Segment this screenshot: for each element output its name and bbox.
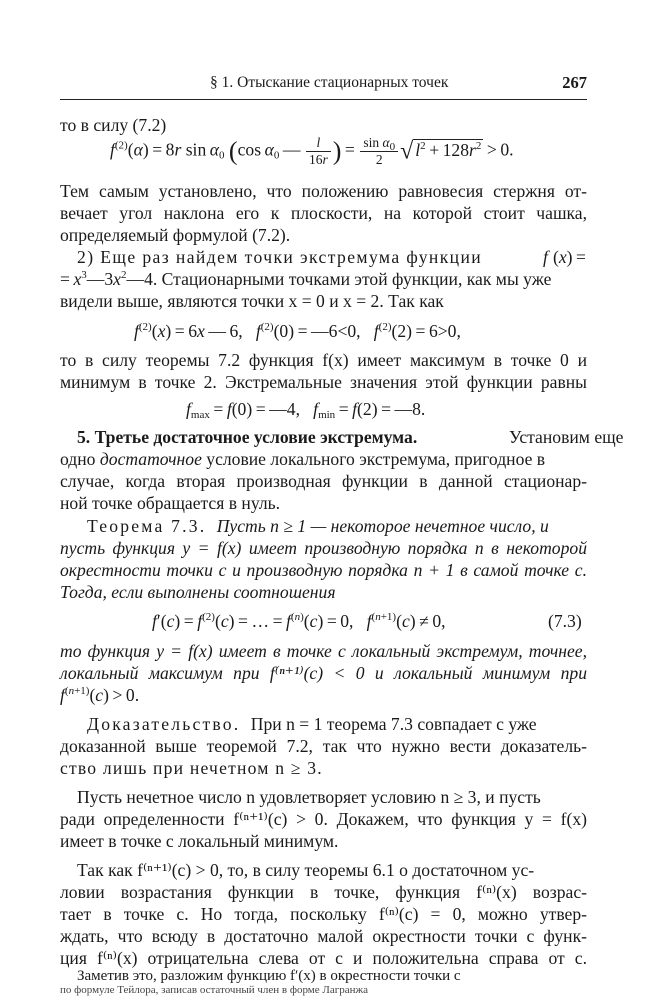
paragraph-line: по формуле Тейлора, записав остаточный член в форме Лагранжа bbox=[60, 984, 368, 996]
paragraph-line: случае, когда вторая производная функции в данной стационар- bbox=[60, 471, 587, 491]
theorem-line: окрестности точки c и производную порядка n + 1 в самой точке c. bbox=[60, 560, 587, 580]
paragraph-line: Тем самым установлено, что положению равновесия стержня от- bbox=[60, 181, 587, 201]
paragraph-line: ция f⁽ⁿ⁾(x) отрицательна слева от c и положительна справа от c. bbox=[60, 948, 587, 968]
theorem-line: Теорема 7.3. Пусть n ≥ 1 — некоторое нечетное число, и bbox=[87, 516, 549, 536]
running-header bbox=[60, 72, 587, 96]
paragraph-line: = $x^3—3x^2—4$. Стационарными точками этой функции, как мы уже bbox=[60, 269, 552, 289]
theorem-line: то функция y = f(x) имеет в точке c локальный экстремум, точнее, bbox=[60, 641, 587, 661]
proof-line: доказанной выше теоремой 7.2, так что нужно вести доказатель- bbox=[60, 736, 587, 756]
formula-f1: $f^{(2)}(\alpha) = 8r$ $\sin \alpha_0$ (cos $\alpha_0$ — $\frac{l}{16r}$ ) = $\frac{\sin \alpha_0}{2}$ √ $l^2 + 128r^2 > 0$. bbox=[110, 135, 514, 167]
formula-f6: $f^{(n+1)}(c) > 0$. bbox=[60, 685, 140, 705]
theorem-line: локальный максимум при f⁽ⁿ⁺¹⁾(c) < 0 и локальный минимум при bbox=[60, 663, 587, 683]
paragraph-line: то в силу теоремы 7.2 функция f(x) имеет максимум в точке 0 и bbox=[60, 350, 587, 370]
book-page: § 1. Отыскание стационарных точек 267 то в силу (7.2) $f^{(2)}(\alpha) = 8r$ $\sin \alpha_0$ (cos $\alpha_0$ — $\frac{l}{16r}$ ) = $\frac{\sin \alpha_0}{2}$ √ $l^2 + 128r^2 > 0$. Тем самым установлено, что положению равновесия стержня от- вечает угол наклона его к плоскости, на которой стоит чашка, определяемый формулой (7.2). 2) Еще раз найдем точки экстремума функции f (x) = = $x^3—3x^2—4$. Стационарными точками этой функции, как мы уже видели выше, являются точки x = 0 и x = 2. Так как $f^{(2)}(x) = 6x$ — 6, $f^{(2)}(0)$ = —6<0, $f^{(2)}(2) = 6>0$, то в силу теоремы 7.2 функция f(x) имеет максимум в точке 0 и минимум в точке 2. Экстремальные значения этой функции равны $f_{max} = f(0)$ = —4, $f_{min} = f(2)$ = —8. 5. Третье достаточное условие экстремума. Установим еще одно достаточное условие локального экстремума, пригодное в случае, когда вторая производная функции в данной стационар- ной точке обращается в нуль. Теорема 7.3. Пусть n ≥ 1 — некоторое нечетное число, и пусть функция y = f(x) имеет производную порядка n в некоторой окрестности точки c и производную порядка n + 1 в самой точке c. Тогда, если выполнены соотношения $f'(c) = f^{(2)}(c)$ = … = $f^{(n)}(c) = 0$, $f^{(n+1)}(c) \ne 0$, (7.3) то функция y = f(x) имеет в точке c локальный экстремум, точнее, локальный максимум при f⁽ⁿ⁺¹⁾(c) < 0 и локальный минимум при $f^{(n+1)}(c) > 0$. Доказательство. При n = 1 теорема 7.3 совпадает с уже доказанной выше теоремой 7.2, так что нужно вести доказатель- ство лишь при нечетном n ≥ 3. Пусть нечетное число n удовлетворяет условию n ≥ 3, и пусть ради определенности f⁽ⁿ⁺¹⁾(c) > 0. Докажем, что функция y = f(x) имеет в точке c локальный минимум. Так как f⁽ⁿ⁺¹⁾(c) > 0, то, в силу теоремы 6.1 о достаточном ус- ловии возрастания функции в точке, функция f⁽ⁿ⁾(x) возрас- тает в точке c. Но тогда, поскольку f⁽ⁿ⁾(c) = 0, можно утвер- ждать, что всюду в достаточно малой окрестности точки c функ- ция f⁽ⁿ⁾(x) отрицательна слева от c и положительна справа от c. Заметив это, разложим функцию f′(x) в окрестности точки c по формуле Тейлора, записав остаточный член в форме Лагранжа bbox=[60, 73, 624, 996]
section-title: § 1. Отыскание стационарных точек bbox=[210, 74, 449, 91]
paragraph-line: минимум в точке 2. Экстремальные значения этой функции равны bbox=[60, 372, 587, 392]
paragraph-line: определяемый формулой (7.2). bbox=[60, 225, 291, 245]
paragraph-line: ради определенности f⁽ⁿ⁺¹⁾(c) > 0. Докажем, что функция y = f(x) bbox=[60, 809, 587, 829]
paragraph-line: имеет в точке c локальный минимум. bbox=[60, 831, 339, 851]
section-heading-line: 5. Третье достаточное условие экстремума. Установим еще bbox=[77, 427, 624, 447]
proof-line: ство лишь при нечетном n ≥ 3. bbox=[60, 758, 323, 778]
section-heading: 5. Третье достаточное условие экстремума. bbox=[77, 427, 418, 447]
page-number: 267 bbox=[562, 73, 587, 92]
inline-formula: f bbox=[543, 247, 548, 267]
formula-f3: $f^{(2)}(x) = 6x$ — 6, $f^{(2)}(0)$ = —6<0, $f^{(2)}(2) = 6>0$, bbox=[134, 321, 461, 341]
equation-number: (7.3) bbox=[548, 611, 582, 631]
theorem-line: Тогда, если выполнены соотношения bbox=[60, 582, 336, 602]
header-rule bbox=[60, 99, 587, 100]
proof-line: Доказательство. При n = 1 теорема 7.3 совпадает с уже bbox=[87, 714, 537, 734]
paragraph-line: ждать, что всюду в достаточно малой окрестности точки c функ- bbox=[60, 926, 587, 946]
paragraph-line: одно достаточное условие локального экстремума, пригодное в bbox=[60, 449, 546, 469]
paragraph-line: тает в точке c. Но тогда, поскольку f⁽ⁿ⁾(c) = 0, можно утвер- bbox=[60, 904, 587, 924]
formula-7-3: $f'(c) = f^{(2)}(c)$ = … = $f^{(n)}(c) = 0$, $f^{(n+1)}(c) \ne 0$, bbox=[152, 611, 446, 631]
theorem-line: пусть функция y = f(x) имеет производную порядка n в некоторой bbox=[60, 538, 587, 558]
paragraph-line: ловии возрастания функции в точке, функция f⁽ⁿ⁾(x) возрас- bbox=[60, 882, 587, 902]
paragraph-line: Заметив это, разложим функцию f′(x) в окрестности точки c bbox=[77, 968, 461, 984]
paragraph-line: Пусть нечетное число n удовлетворяет условию n ≥ 3, и пусть bbox=[77, 787, 541, 807]
proof-label: Доказательство. bbox=[87, 714, 241, 734]
paragraph-line: ной точке обращается в нуль. bbox=[60, 493, 281, 513]
theorem-label: Теорема 7.3. bbox=[87, 516, 207, 536]
paragraph-line: вечает угол наклона его к плоскости, на которой стоит чашка, bbox=[60, 203, 587, 223]
formula-f4: $f_{max} = f(0)$ = —4, $f_{min} = f(2)$ = —8. bbox=[186, 399, 426, 421]
paragraph-line: видели выше, являются точки x = 0 и x = 2. Так как bbox=[60, 291, 444, 311]
text-line: то в силу (7.2) bbox=[60, 115, 167, 135]
paragraph-line: Так как f⁽ⁿ⁺¹⁾(c) > 0, то, в силу теоремы 6.1 о достаточном ус- bbox=[77, 860, 535, 880]
